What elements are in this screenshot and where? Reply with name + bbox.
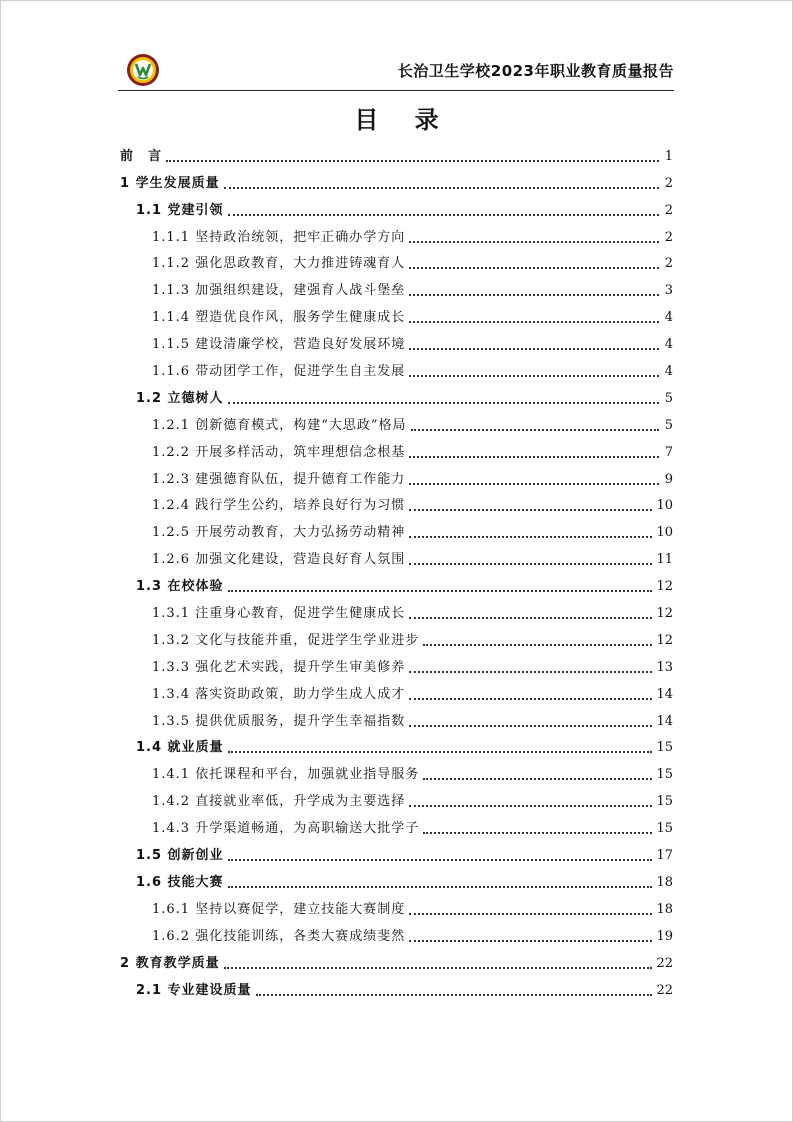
toc-entry[interactable] xyxy=(120,865,673,892)
toc-entry-label: 1.3.3 强化艺术实践，提升学生审美修养 xyxy=(152,659,406,675)
toc-entry-label: 1.4.3 升学渠道畅通，为高职输送大批学子 xyxy=(152,821,420,837)
toc-dot-leader xyxy=(228,886,653,888)
toc-dot-leader xyxy=(423,778,652,780)
toc-entry-label: 1.2.2 开展多样活动，筑牢理想信念根基 xyxy=(152,444,406,460)
toc-entry-page-number: 5 xyxy=(664,417,673,433)
toc-entry-page-number: 2 xyxy=(664,202,673,218)
toc-entry-label: 1.1.3 加强组织建设，建强育人战斗堡垒 xyxy=(152,283,406,299)
toc-dot-leader xyxy=(228,402,659,404)
toc-entry-label: 1.1.6 带动团学工作，促进学生自主发展 xyxy=(152,364,406,380)
toc-entry-page-number: 18 xyxy=(656,901,673,917)
toc-entry[interactable] xyxy=(120,892,673,919)
toc-entry-label: 1.2.5 开展劳动教育，大力弘扬劳动精神 xyxy=(152,525,406,541)
toc-entry[interactable] xyxy=(120,515,673,542)
toc-entry[interactable] xyxy=(120,435,673,462)
toc-entry[interactable] xyxy=(120,327,673,354)
toc-entry[interactable] xyxy=(120,489,673,516)
toc-dot-leader xyxy=(409,671,652,673)
toc-dot-leader xyxy=(228,590,653,592)
toc-entry-page-number: 12 xyxy=(656,579,673,595)
toc-dot-leader xyxy=(166,160,659,162)
toc-entry[interactable] xyxy=(120,220,673,247)
toc-dot-leader xyxy=(256,994,653,996)
toc-entry[interactable] xyxy=(120,300,673,327)
toc-entry-page-number: 1 xyxy=(664,148,673,164)
toc-entry-page-number: 15 xyxy=(656,794,673,810)
toc-entry-page-number: 10 xyxy=(656,525,673,541)
toc-entry-label: 1.5 创新创业 xyxy=(136,848,224,864)
toc-dot-leader xyxy=(409,940,652,942)
toc-entry-page-number: 10 xyxy=(656,498,673,514)
toc-entry-label: 1.1.4 塑造优良作风，服务学生健康成长 xyxy=(152,310,406,326)
toc-entry[interactable] xyxy=(120,193,673,220)
toc-dot-leader xyxy=(409,536,652,538)
toc-entry[interactable] xyxy=(120,462,673,489)
toc-dot-leader xyxy=(224,967,653,969)
toc-entry[interactable] xyxy=(120,596,673,623)
toc-entry-page-number: 12 xyxy=(656,606,673,622)
toc-entry-label: 1.1 党建引领 xyxy=(136,202,224,218)
toc-entry-page-number: 19 xyxy=(656,928,673,944)
toc-dot-leader xyxy=(228,214,659,216)
toc-dot-leader xyxy=(228,751,653,753)
toc-entry-page-number: 13 xyxy=(656,659,673,675)
toc-entry-label: 1.2.1 创新德育模式，构建“大思政”格局 xyxy=(152,417,407,433)
toc-dot-leader xyxy=(409,913,652,915)
toc-entry-label: 1.6.2 强化技能训练，各类大赛成绩斐然 xyxy=(152,928,406,944)
toc-entry[interactable] xyxy=(120,354,673,381)
toc-title: 目 录 xyxy=(354,106,453,134)
toc-dot-leader xyxy=(423,644,652,646)
table-of-contents xyxy=(120,139,673,1000)
toc-entry-label: 1.2.6 加强文化建设，营造良好育人氛围 xyxy=(152,552,406,568)
toc-entry-label: 1.2.3 建强德育队伍，提升德育工作能力 xyxy=(152,471,406,487)
toc-entry-page-number: 5 xyxy=(664,390,673,406)
toc-entry-label: 1.3.2 文化与技能并重，促进学生学业进步 xyxy=(152,632,420,648)
toc-entry[interactable] xyxy=(120,273,673,300)
toc-entry[interactable] xyxy=(120,811,673,838)
toc-entry-label: 2.1 专业建设质量 xyxy=(136,982,252,998)
toc-entry-page-number: 15 xyxy=(656,767,673,783)
toc-entry-label: 1.1.5 建设清廉学校，营造良好发展环境 xyxy=(152,337,406,353)
toc-entry[interactable] xyxy=(120,139,673,166)
toc-entry[interactable] xyxy=(120,623,673,650)
toc-entry-label: 1.4.1 依托课程和平台，加强就业指导服务 xyxy=(152,767,420,783)
toc-entry-label: 1.1.1 坚持政治统领，把牢正确办学方向 xyxy=(152,229,406,245)
toc-entry-label: 1.3.4 落实资助政策，助力学生成人成才 xyxy=(152,686,406,702)
toc-dot-leader xyxy=(411,429,659,431)
toc-entry-page-number: 22 xyxy=(656,955,673,971)
toc-entry[interactable] xyxy=(120,247,673,274)
toc-entry-page-number: 2 xyxy=(664,256,673,272)
toc-entry[interactable] xyxy=(120,838,673,865)
toc-dot-leader xyxy=(409,321,659,323)
toc-entry[interactable] xyxy=(120,408,673,435)
toc-entry-label: 1.2 立德树人 xyxy=(136,390,224,406)
toc-entry-page-number: 4 xyxy=(664,337,673,353)
toc-entry-label: 前 言 xyxy=(120,148,163,164)
toc-entry-label: 1.4 就业质量 xyxy=(136,740,224,756)
toc-entry[interactable] xyxy=(120,919,673,946)
page-header xyxy=(118,48,674,91)
toc-entry-page-number: 15 xyxy=(656,821,673,837)
toc-entry[interactable] xyxy=(120,973,673,1000)
toc-entry-page-number: 18 xyxy=(656,874,673,890)
toc-entry[interactable] xyxy=(120,784,673,811)
toc-entry-label: 1.4.2 直接就业率低，升学成为主要选择 xyxy=(152,794,406,810)
toc-dot-leader xyxy=(409,267,659,269)
toc-dot-leader xyxy=(409,725,652,727)
toc-entry[interactable] xyxy=(120,381,673,408)
toc-entry-page-number: 7 xyxy=(664,444,673,460)
toc-entry-page-number: 14 xyxy=(656,713,673,729)
toc-entry-label: 1.3 在校体验 xyxy=(136,579,224,595)
toc-entry-label: 1.6 技能大赛 xyxy=(136,874,224,890)
toc-dot-leader xyxy=(409,241,659,243)
toc-entry-page-number: 22 xyxy=(656,982,673,998)
toc-entry-page-number: 2 xyxy=(664,175,673,191)
toc-entry[interactable] xyxy=(120,650,673,677)
header-title: 长治卫生学校2023年职业教育质量报告 xyxy=(397,62,674,80)
toc-entry-page-number: 9 xyxy=(664,471,673,487)
toc-dot-leader xyxy=(409,456,659,458)
toc-entry[interactable] xyxy=(120,731,673,758)
toc-entry-label: 1.2.4 践行学生公约，培养良好行为习惯 xyxy=(152,498,406,514)
toc-entry-label: 1.1.2 强化思政教育，大力推进铸魂育人 xyxy=(152,256,406,272)
toc-entry-page-number: 4 xyxy=(664,310,673,326)
toc-dot-leader xyxy=(423,832,652,834)
toc-entry-page-number: 14 xyxy=(656,686,673,702)
toc-entry[interactable] xyxy=(120,757,673,784)
toc-entry-page-number: 12 xyxy=(656,632,673,648)
toc-entry-label: 1.3.5 提供优质服务，提升学生幸福指数 xyxy=(152,713,406,729)
toc-entry[interactable] xyxy=(120,704,673,731)
toc-entry-label: 1.6.1 坚持以赛促学，建立技能大赛制度 xyxy=(152,901,406,917)
toc-entry-page-number: 3 xyxy=(664,283,673,299)
toc-dot-leader xyxy=(409,348,659,350)
toc-entry[interactable] xyxy=(120,542,673,569)
toc-entry-page-number: 17 xyxy=(656,848,673,864)
toc-dot-leader xyxy=(409,563,652,565)
toc-entry-label: 2 教育教学质量 xyxy=(120,955,220,971)
toc-entry-label: 1 学生发展质量 xyxy=(120,175,220,191)
toc-dot-leader xyxy=(409,805,652,807)
toc-dot-leader xyxy=(228,859,653,861)
toc-dot-leader xyxy=(409,698,652,700)
toc-entry[interactable] xyxy=(120,946,673,973)
toc-entry-page-number: 11 xyxy=(656,552,673,568)
toc-entry-label: 1.3.1 注重身心教育，促进学生健康成长 xyxy=(152,606,406,622)
toc-entry-page-number: 4 xyxy=(664,364,673,380)
toc-entry-page-number: 15 xyxy=(656,740,673,756)
toc-dot-leader xyxy=(224,187,659,189)
toc-dot-leader xyxy=(409,509,652,511)
school-emblem-icon xyxy=(126,53,160,87)
toc-dot-leader xyxy=(409,375,659,377)
toc-entry[interactable] xyxy=(120,166,673,193)
toc-dot-leader xyxy=(409,294,659,296)
toc-entry[interactable] xyxy=(120,569,673,596)
toc-dot-leader xyxy=(409,617,652,619)
toc-entry[interactable] xyxy=(120,677,673,704)
toc-entry-page-number: 2 xyxy=(664,229,673,245)
toc-dot-leader xyxy=(409,483,659,485)
